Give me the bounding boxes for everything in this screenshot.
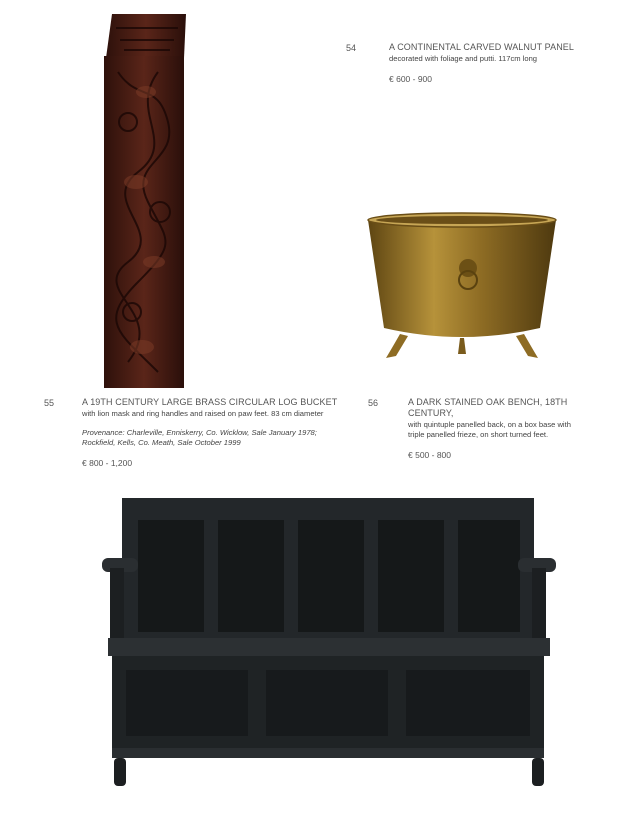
- lot-details: [389, 42, 579, 85]
- lot-number: 56: [368, 398, 379, 408]
- lot-title: A CONTINENTAL CARVED WALNUT PANEL: [389, 42, 575, 52]
- lot-title: A DARK STAINED OAK BENCH, 18TH CENTURY,: [408, 397, 568, 418]
- lot-description: with lion mask and ring handles and raised on paw feet. 83 cm diameter: [82, 409, 324, 418]
- oak-bench-image: [100, 496, 558, 792]
- brass-log-bucket-image: [364, 210, 560, 360]
- lot-number: 55: [44, 398, 55, 408]
- lot-description: with quintuple panelled back, on a box base with triple panelled frieze, on short turned feet.: [408, 420, 571, 439]
- carved-walnut-panel-image: [98, 12, 190, 390]
- lot-title: A 19TH CENTURY LARGE BRASS CIRCULAR LOG BUCKET: [82, 397, 338, 407]
- lot-provenance: Provenance: Charleville, Enniskerry, Co. Wicklow, Sale January 1978; Rockfield, Kells, Co. Meath, Sale October 1999: [82, 428, 317, 447]
- lot-details: [408, 397, 586, 461]
- lot-details: [82, 397, 344, 469]
- lot-estimate: € 500 - 800: [408, 450, 452, 460]
- lot-description: decorated with foliage and putti. 117cm long: [389, 54, 538, 63]
- lot-estimate: € 600 - 900: [389, 74, 433, 84]
- lot-number: 54: [346, 43, 357, 53]
- lot-estimate: € 800 - 1,200: [82, 458, 133, 468]
